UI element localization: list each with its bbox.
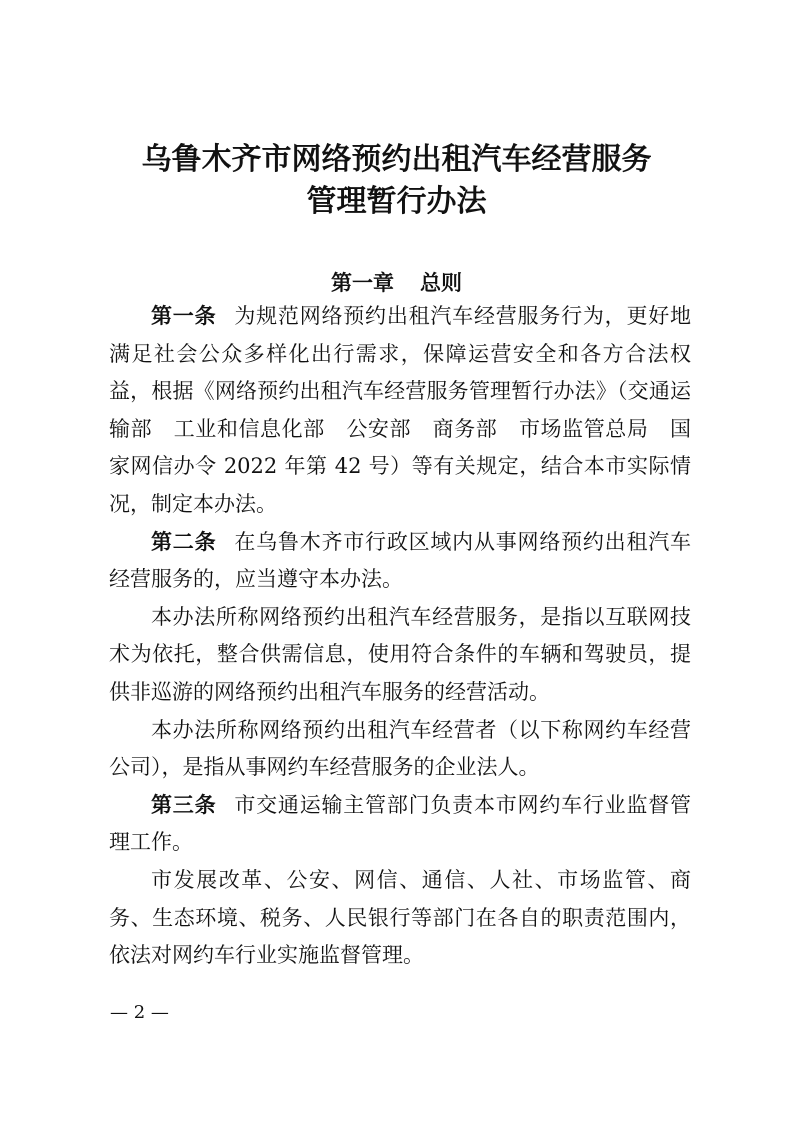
paragraph-text: 市发展改革、公安、网信、通信、人社、市场监管、商务、生态环境、税务、人民银行等部门在各自的职责范围内，依法对网约车行业实施监督管理。: [109, 867, 691, 968]
paragraph-definition-service: [109, 599, 691, 712]
document-body: [109, 298, 691, 975]
paragraph-article-2: [109, 524, 691, 599]
paragraph-definition-operator: [109, 712, 691, 787]
paragraph-text: 市交通运输主管部门负责本市网约车行业监督管理工作。: [109, 792, 692, 855]
paragraph-text: 本办法所称网络预约出租汽车经营者（以下称网约车经营公司），是指从事网约车经营服务的企业法人。: [109, 717, 691, 780]
article-label: 第三条: [151, 792, 217, 817]
paragraph-text: 在乌鲁木齐市行政区域内从事网络预约出租汽车经营服务的，应当遵守本办法。: [109, 529, 692, 592]
paragraph-article-3: [109, 787, 691, 862]
paragraph-text: 为规范网络预约出租汽车经营服务行为，更好地满足社会公众多样化出行需求，保障运营安全和各方合法权益，根据《网络预约出租汽车经营服务管理暂行办法》（交通运输部 工业和信息化部 公安部 商务部 市场监管总局 国家网信办令 2022 年第 42 号）等有关规定，结合本市实际情况，制定本办法。: [109, 304, 692, 516]
document-title-line-1: 乌鲁木齐市网络预约出租汽车经营服务: [141, 142, 652, 177]
paragraph-text: 本办法所称网络预约出租汽车经营服务，是指以互联网技术为依托，整合供需信息，使用符合条件的车辆和驾驶员，提供非巡游的网络预约出租汽车服务的经营活动。: [109, 604, 691, 704]
article-label: 第一条: [151, 304, 217, 328]
paragraph-departments: [109, 862, 691, 975]
chapter-number: 第一章: [331, 271, 394, 295]
paragraph-article-1: [109, 298, 691, 524]
article-label: 第二条: [151, 529, 217, 554]
document-title-line-2: 管理暂行办法: [306, 184, 487, 219]
chapter-title: 总则: [420, 271, 462, 295]
chapter-heading: [0, 268, 793, 298]
page-number: — 2 —: [110, 1002, 169, 1023]
